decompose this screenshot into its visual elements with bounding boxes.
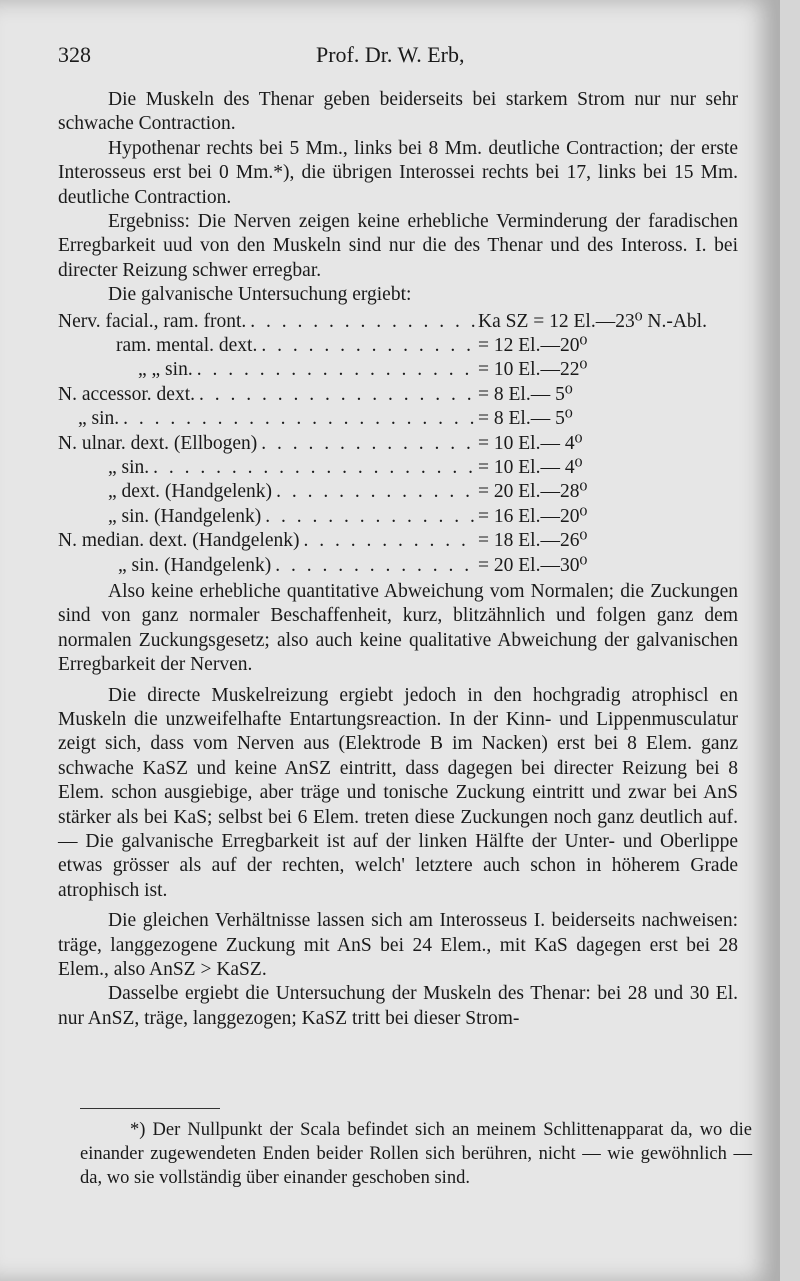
table-row-value: = 18 El.—26⁰ bbox=[478, 530, 588, 552]
table-row-label-text: ram. mental. dext. bbox=[116, 335, 258, 357]
table-row-value: = 20 El.—28⁰ bbox=[478, 481, 588, 503]
table-row-label-text: N. ulnar. dext. (Ellbogen) bbox=[58, 432, 258, 454]
table-row-value: = 8 El.— 5⁰ bbox=[478, 408, 573, 430]
table-row-label bbox=[58, 480, 478, 504]
paragraph-ergebniss: Ergebniss: Die Nerven zeigen keine erhebliche Verminderung der faradischen Erregbarkeit uud von den Muskeln sind nur die des Thenar und des Inteross. I. bei directer Reizung schwer erregbar. bbox=[58, 211, 738, 281]
table-row-label bbox=[58, 554, 478, 578]
leader-dots bbox=[149, 456, 478, 480]
table-row-label bbox=[58, 407, 478, 431]
table-row-label-text: „ sin. (Handgelenk) bbox=[118, 554, 272, 576]
table-row-label-text: N. accessor. dext. bbox=[58, 383, 195, 405]
table-row-label bbox=[58, 334, 478, 358]
leader-dots bbox=[195, 383, 478, 407]
paragraph-muscle-stimulation: Die directe Muskelreizung ergiebt jedoch in den hochgradig atrophiscl en Muskeln die unzweifelhafte Entartungsreaction. In der Kinn- und Lippenmusculatur zeigt sich, dass vom Nerven aus (Elektrode B im Nacken) erst bei 8 Elem. ganz schwache KaSZ und keine AnSZ eintritt, dass dagegen bei directer Reizung bei 8 Elem. schon ausgiebige, aber träge und tonische Zuckung eintritt und zwar bei AnS stärker als bei KaS; selbst bei 6 Elem. treten diese Zuckungen noch ganz deutlich auf. — Die galvanische Erregbarkeit ist auf der linken Hälfte der Unter- und Oberlippe etwas grösser als auf der rechten, welch' letztere auch schon in höherem Grade atrophisch ist. bbox=[58, 684, 738, 901]
leader-dots bbox=[272, 480, 478, 504]
paragraph-hypothenar: Hypothenar rechts bei 5 Mm., links bei 8 Mm. deutliche Contraction; der erste Interosseus erst bei 0 Mm.*), die übrigen Interossei rechts bei 17, links bei 15 Mm. deutliche Contraction. bbox=[58, 137, 738, 208]
leader-dots bbox=[119, 407, 478, 431]
page-number: 328 bbox=[58, 42, 91, 67]
paragraph-thenar-examination: Dasselbe ergiebt die Untersuchung der Muskeln des Thenar: bei 28 und 30 El. nur AnSZ, träge, langgezogen; KaSZ tritt bei dieser Strom- bbox=[58, 983, 738, 1029]
table-row-label-text: „ dext. (Handgelenk) bbox=[108, 481, 273, 503]
table-row-label bbox=[58, 529, 478, 553]
table-row bbox=[58, 432, 738, 456]
table-row-label bbox=[58, 505, 478, 529]
leader-dots bbox=[300, 529, 478, 553]
table-row-label-text: Nerv. facial., ram. front. bbox=[58, 310, 247, 332]
table-row-label-text: „ „ sin. bbox=[138, 359, 193, 381]
table-row bbox=[58, 480, 738, 504]
table-row-value: = 10 El.—22⁰ bbox=[478, 359, 588, 381]
leader-dots bbox=[271, 554, 478, 578]
leader-dots bbox=[257, 432, 478, 456]
running-head: Prof. Dr. W. Erb, bbox=[316, 42, 465, 67]
table-row-value: = 10 El.— 4⁰ bbox=[478, 432, 583, 454]
paragraph-thenar: Die Muskeln des Thenar geben beiderseits bei starkem Strom nur nur sehr schwache Contraction. bbox=[58, 89, 738, 135]
leader-dots bbox=[246, 310, 478, 334]
table-row-value: = 12 El.—20⁰ bbox=[478, 335, 588, 357]
leader-dots bbox=[261, 505, 478, 529]
table-row-label bbox=[58, 358, 478, 382]
table-row bbox=[58, 334, 738, 358]
footnote-divider bbox=[80, 1108, 220, 1109]
table-row-label bbox=[58, 432, 478, 456]
table-row-value: = 8 El.— 5⁰ bbox=[478, 383, 573, 405]
table-row-label-text: „ sin. bbox=[78, 408, 120, 430]
galvanic-table bbox=[58, 310, 738, 578]
footnote bbox=[80, 1118, 752, 1190]
table-row-value: = 16 El.—20⁰ bbox=[478, 505, 588, 527]
table-row bbox=[58, 529, 738, 553]
table-row-value: = 10 El.— 4⁰ bbox=[478, 457, 583, 478]
paragraph-interosseus: Die gleichen Verhältnisse lassen sich am Interosseus I. beiderseits nachweisen: träge, langgezogene Zuckung mit AnS bei 24 Elem., mit KaS dagegen erst bei 28 Elem., also AnSZ > KaSZ. bbox=[58, 910, 738, 981]
paragraph-galvanic-intro: Die galvanische Untersuchung ergiebt: bbox=[108, 284, 412, 306]
table-row-label-text: N. median. dext. (Handgelenk) bbox=[58, 530, 300, 552]
table-row bbox=[58, 310, 738, 334]
table-row bbox=[58, 407, 738, 431]
table-row bbox=[58, 358, 738, 382]
table-row bbox=[58, 505, 738, 529]
table-row-label-text: „ sin. (Handgelenk) bbox=[108, 505, 262, 527]
paragraph-conclusion: Also keine erhebliche quantitative Abweichung vom Normalen; die Zuckungen sind von ganz normaler Beschaffenheit, kurz, blitzähnlich und folgen ganz dem normalen Zuckungsgesetz; also auch keine qualitative Abweichung der galvanischen Erregbarkeit der Nerven. bbox=[58, 580, 738, 676]
leader-dots bbox=[193, 358, 478, 382]
table-row-value: = 20 El.—30⁰ bbox=[478, 554, 588, 576]
table-row bbox=[58, 456, 738, 480]
page-body bbox=[58, 88, 738, 1031]
table-row-label bbox=[58, 456, 478, 480]
leader-dots bbox=[257, 334, 478, 358]
table-row-value: Ka SZ = 12 El.—23⁰ N.-Abl. bbox=[478, 310, 707, 332]
footnote-text: *) Der Nullpunkt der Scala befindet sich an meinem Schlittenapparat da, wo die einander zugewendeten Enden beider Rollen sich berühren, nicht — wie gewöhnlich — da, wo sie vollständig über einander geschoben sind. bbox=[80, 1120, 752, 1188]
table-row bbox=[58, 383, 738, 407]
table-row-label bbox=[58, 310, 478, 334]
table-row-label-text: „ sin. bbox=[108, 457, 150, 478]
table-row bbox=[58, 554, 738, 578]
table-row-label bbox=[58, 383, 478, 407]
